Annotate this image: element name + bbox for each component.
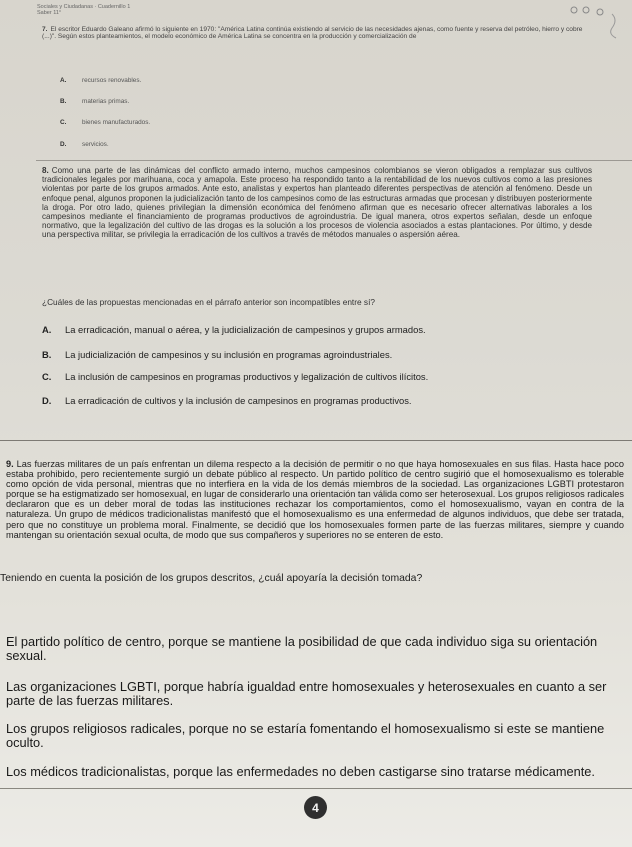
question-number: 8. xyxy=(42,166,49,175)
q7-option-d[interactable]: D. servicios. xyxy=(60,141,109,148)
q9-option-c[interactable]: Los grupos religiosos radicales, porque no se estaría fomentando el homosexualismo si este se mantiene oculto. xyxy=(6,721,605,750)
header-grade: Saber 11° xyxy=(37,10,62,16)
q8-option-b[interactable]: B. La judicialización de campesinos y su inclusión en programas agroindustriales. xyxy=(42,349,393,360)
page-number-badge: 4 xyxy=(304,796,327,819)
page-header xyxy=(37,4,130,16)
q7-option-c[interactable]: C. bienes manufacturados. xyxy=(60,119,151,126)
question-9-prompt: Teniendo en cuenta la posición de los grupos descritos, ¿cuál apoyaría la decisión tomada? xyxy=(0,573,423,584)
question-number: 9. xyxy=(6,459,14,469)
question-8-prompt: ¿Cuáles de las propuestas mencionadas en el párrafo anterior son incompatibles entre sí? xyxy=(42,297,375,307)
q7-option-a[interactable]: A. recursos renovables. xyxy=(60,77,142,84)
q7-option-b[interactable]: B. materias primas. xyxy=(60,98,130,105)
divider xyxy=(0,440,632,441)
q9-option-a[interactable]: El partido político de centro, porque se mantiene la posibilidad de que cada individuo siga su orientación sexual. xyxy=(6,634,598,663)
question-9-stem xyxy=(6,459,624,540)
question-7-stem xyxy=(42,26,597,41)
question-text: El escritor Eduardo Galeano afirmó lo siguiente en 1970: "América Latina continúa existiendo al servicio de las necesidades ajenas, como fuente y reserva del petróleo, hierro y cobre (...)". Según estos planteamientos, el modelo económico de América Latina se concentra en la producción y comercialización de xyxy=(42,26,583,41)
q9-option-b[interactable]: Las organizaciones LGBTI, porque habría igualdad entre homosexuales y heterosexuales en cuanto a ser parte de las fuerzas militares. xyxy=(6,679,607,708)
question-text: Las fuerzas militares de un país enfrentan un dilema respecto a la decisión de permitir o no que haya homosexuales en sus filas. Hasta hace poco estaba prohibido, pero recientemente surgió un debate público al respecto. Un partido político de centro sugirió que el homosexualismo es tolerable como opción de vida personal, mientras que no interfiera en la vida de los demás miembros de la sociedad. Las organizaciones LGBTI protestaron porque se ha estigmatizado ser homosexual, en lugar de considerarlo una orientación tan válida como ser heterosexual. Los grupos religiosos radicales declararon que es un deber moral de todas las instituciones rechazar los comportamientos, como el homosexualismo, vayan en contra de la naturaleza. Un grupo de médicos tradicionalistas manifestó que el homosexualismo es una enfermedad de algunos individuos, que debe ser tratada, pero que no constituye un problema moral. Finalmente, se decidió que los homosexuales formen parte de las fuerzas militares, siempre y cuando mantengan su orientación sexual oculta, de modo que sus compañeros y superiores no se enteren de esto. xyxy=(6,459,624,540)
q8-option-c[interactable]: C. La inclusión de campesinos en programas productivos y legalización de cultivos ilícitos. xyxy=(42,371,429,382)
divider xyxy=(36,160,632,161)
divider xyxy=(0,788,632,789)
question-text: Como una parte de las dinámicas del conflicto armado interno, muchos campesinos colombianos se vieron obligados a remplazar sus cultivos tradicionales legales por marihuana, coca y amapola. Este proceso ha respondido tanto a la rentabilidad de los nuevos cultivos como a las presiones violentas por parte de los grupos armados. Ante esto, analistas y expertos han planteado diferentes perspectivas de atención al fenómeno. Desde un enfoque penal, algunos proponen la judicialización tanto de los campesinos como de las estructuras armadas que procesan y distribuyen posteriormente la droga. Por otro lado, quienes privilegian la dimensión económica del fenómeno afirman que es necesario ofrecer alternativas laborales a los campesinos mediante el financiamiento de programas productivos de agroindustria. De igual manera, otros expertos señalan, desde un enfoque normativo, que la legalización del cultivo de las drogas es la solución a los procesos de violencia asociados a estas plantaciones. Por último, y desde una perspectiva militar, se privilegia la erradicación de los cultivos a través de métodos manuales o aspersión aérea. xyxy=(42,166,592,240)
q8-option-a[interactable]: A. La erradicación, manual o aérea, y la judicialización de campesinos y grupos armados. xyxy=(42,324,426,335)
header-subject: Sociales y Ciudadanas · Cuadernillo 1 xyxy=(37,4,131,10)
question-8-stem xyxy=(42,166,592,240)
q8-option-d[interactable]: D. La erradicación de cultivos y la inclusión de campesinos en programas productivos. xyxy=(42,395,412,406)
q9-option-d[interactable]: Los médicos tradicionalistas, porque las enfermedades no deben castigarse sino tratarse médicamente. xyxy=(6,764,595,779)
question-number: 7. xyxy=(42,26,48,33)
